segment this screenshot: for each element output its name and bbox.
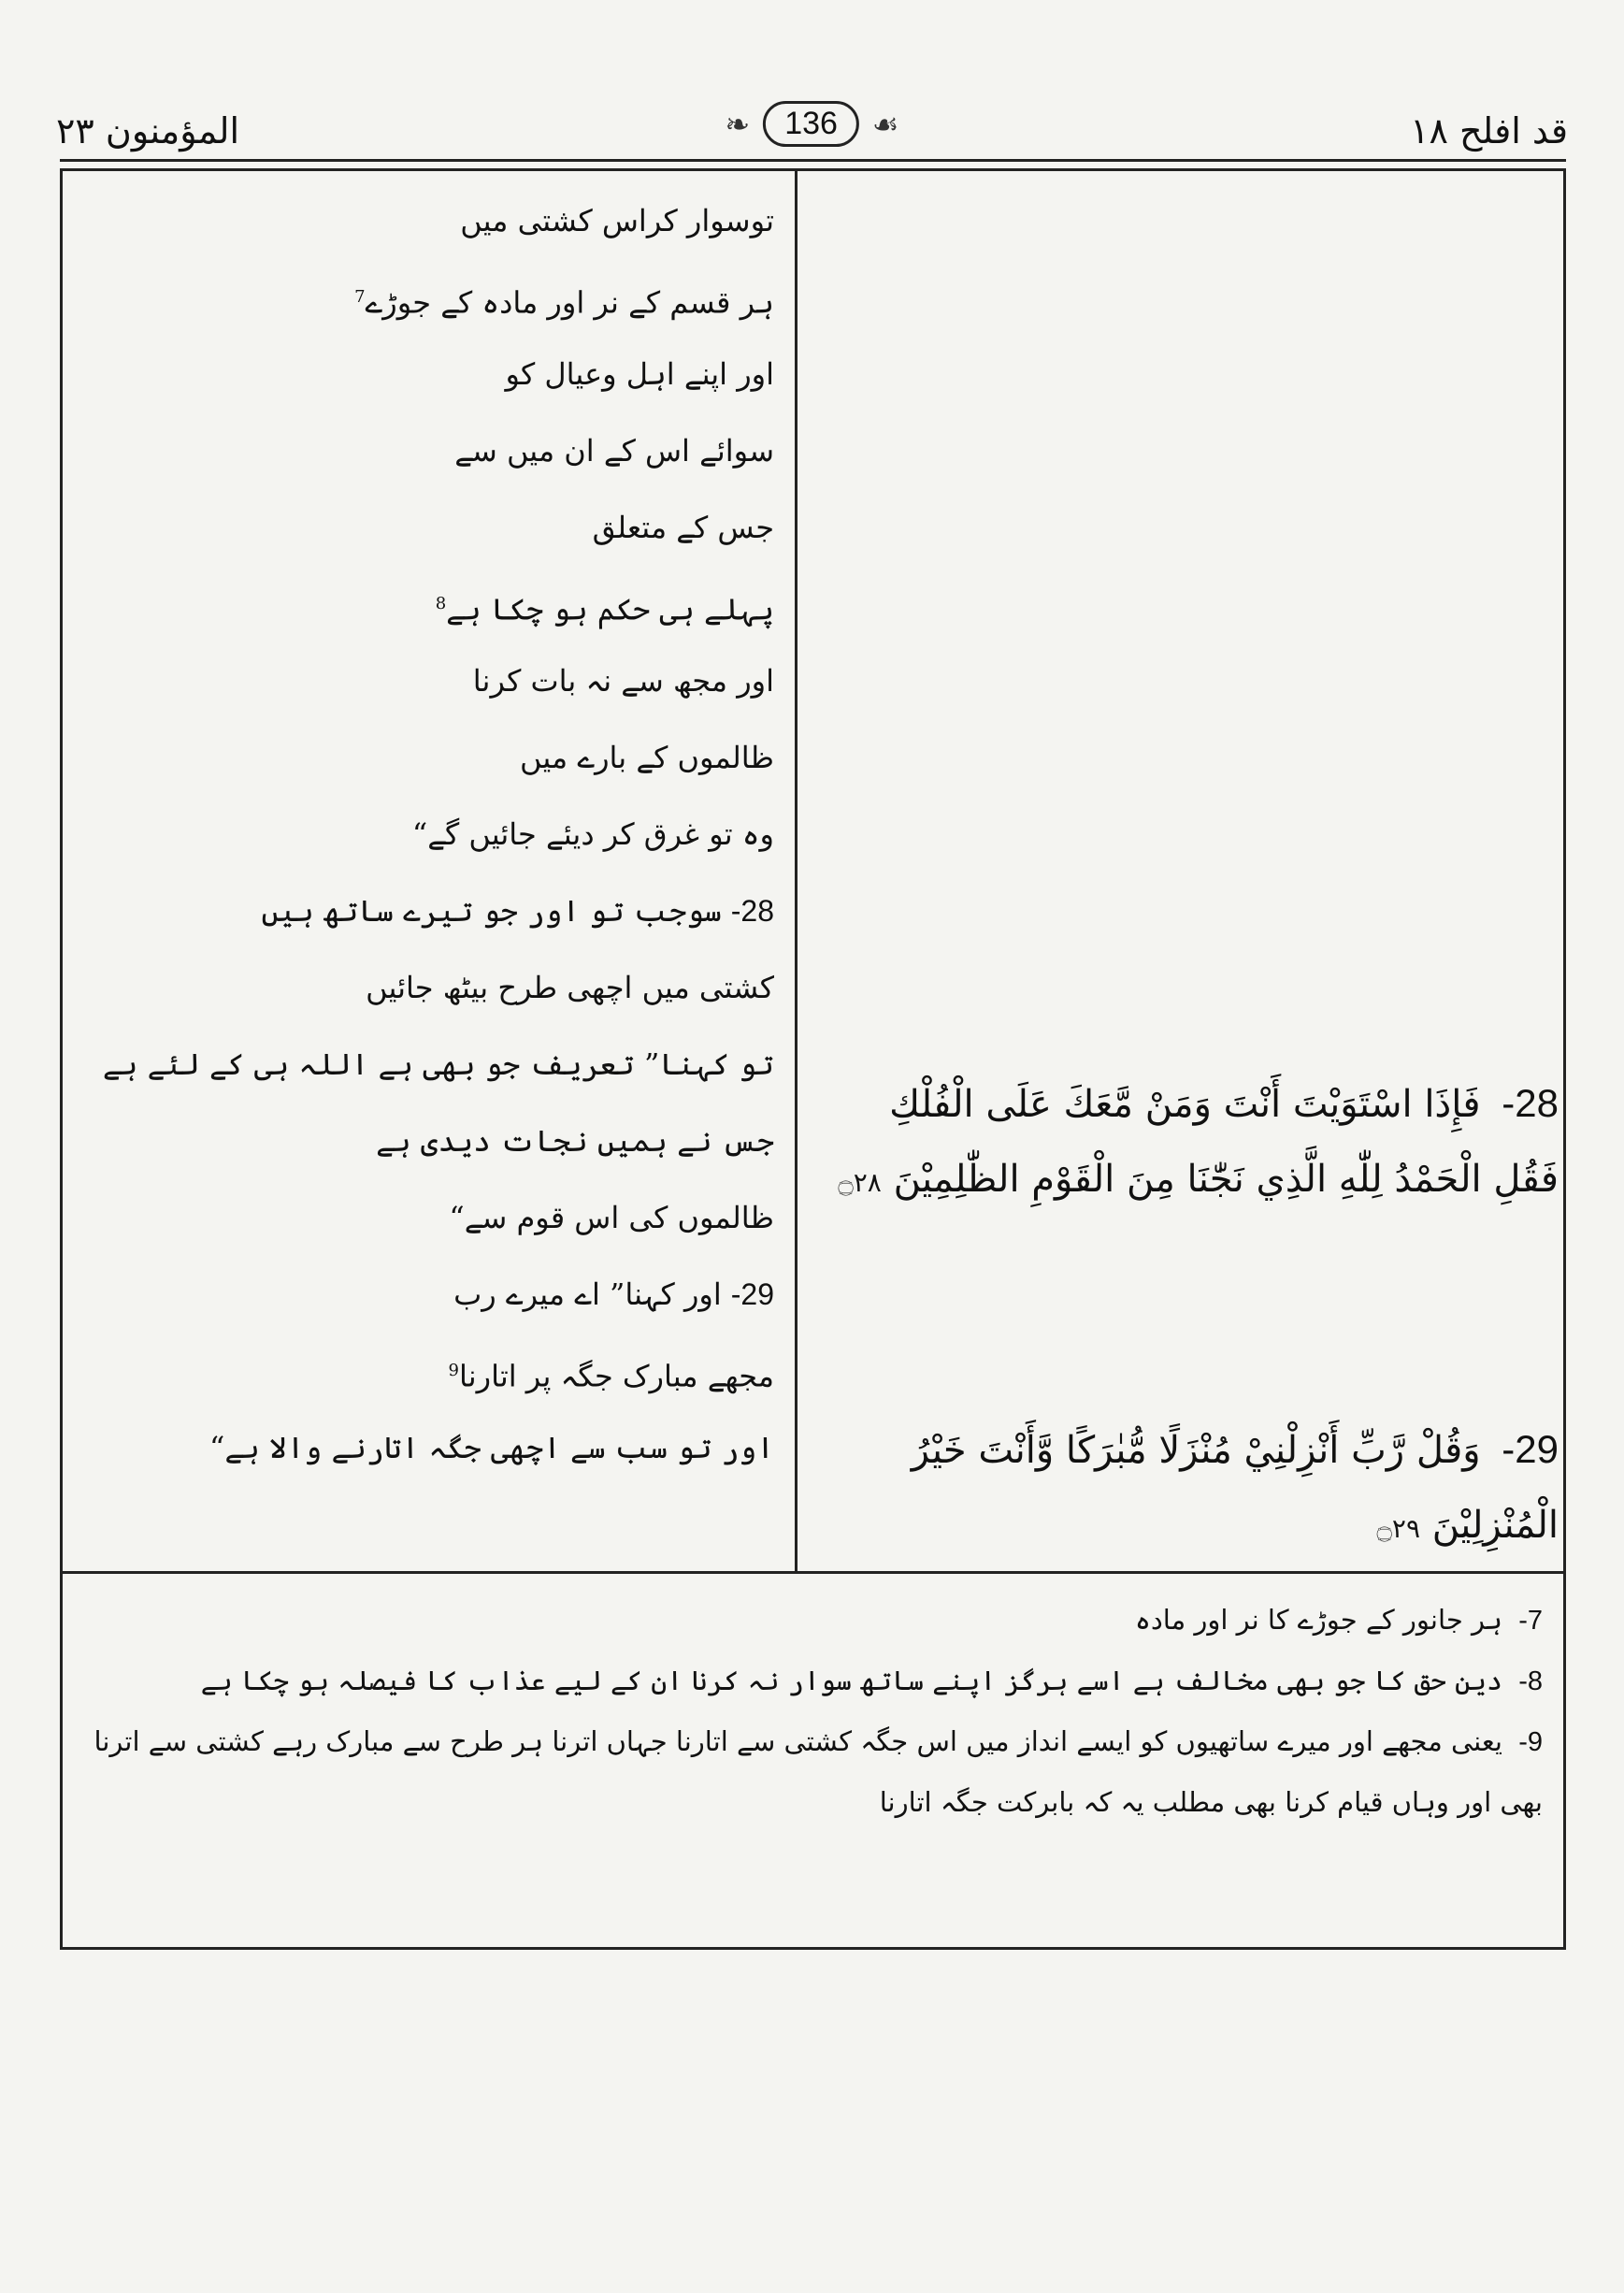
footnote-marker: 9 [448, 1361, 459, 1380]
translation-line [65, 489, 785, 566]
header-juz-name: قد افلح ١٨ [1410, 110, 1568, 151]
translation-line [65, 872, 785, 949]
arabic-verse-28 [829, 1066, 1559, 1220]
translation-text: اور تو سب سے اچھی جگہ اتارنے والا ہے“ [209, 1430, 774, 1465]
footnote-9 [65, 1711, 1552, 1832]
translation-text: تو کہنا” تعریف جو بھی ہے اللہ ہی کے لئے ہے [102, 1046, 774, 1082]
column-separator [795, 168, 798, 1571]
urdu-translation-column [65, 182, 785, 1486]
translation-text: اور مجھ سے نہ بات کرنا [472, 663, 774, 699]
verse-text: فَإِذَا اسْتَوَيْتَ أَنْتَ وَمَنْ مَّعَكَ عَلَى الْفُلْكِ فَقُلِ الْحَمْدُ لِلّٰهِ الَّذِي نَجّٰنَا مِنَ الْقَوْمِ الظّٰلِمِيْنَ [889, 1083, 1559, 1201]
translation-line [65, 259, 785, 336]
verse-number: 28- [730, 894, 774, 928]
translation-line [65, 949, 785, 1026]
page-number-badge [725, 101, 898, 147]
footnote-number: 7- [1518, 1606, 1543, 1636]
translation-line [65, 796, 785, 872]
footnote-text: دین حق کا جو بھی مخالف ہے اسے ہرگز اپنے ساتھ سوار نہ کرنا ان کے لیے عذاب کا فیصلہ ہو چکا ہے [200, 1665, 1502, 1696]
page-number: 136 [763, 101, 859, 147]
translation-text: مجھے مبارک جگہ پر اتارنا [458, 1358, 774, 1394]
footnote-8 [65, 1651, 1552, 1711]
translation-line [65, 1333, 785, 1409]
translation-text: توسوار کراس کشتی میں [460, 203, 774, 238]
header-surah-name: المؤمنون ٢٣ [56, 110, 240, 151]
verse-end-marker: ۝٢٩ [1376, 1513, 1420, 1544]
translation-text: وہ تو غرق کر دیئے جائیں گے“ [411, 816, 774, 852]
translation-line [65, 1256, 785, 1333]
translation-line [65, 642, 785, 719]
translation-line [65, 336, 785, 412]
translation-line [65, 412, 785, 489]
top-rule [60, 159, 1566, 162]
footnote-number: 8- [1518, 1666, 1543, 1696]
translation-line [65, 566, 785, 642]
translation-text: جس کے متعلق [592, 510, 774, 545]
translation-line [65, 1179, 785, 1256]
verse-number: 28- [1502, 1081, 1559, 1125]
footnote-number: 9- [1518, 1727, 1543, 1757]
footnote-text: ہر جانور کے جوڑے کا نر اور مادہ [1134, 1604, 1502, 1636]
verse-text: وَقُلْ رَّبِّ أَنْزِلْنِيْ مُنْزَلًا مُّبٰرَكًا وَّأَنْتَ خَيْرُ الْمُنْزِلِيْنَ [911, 1429, 1559, 1547]
translation-text: اور کہنا” اے میرے رب [453, 1276, 722, 1312]
verse-end-marker: ۝٢٨ [838, 1167, 882, 1198]
translation-text: اور اپنے اہل وعیال کو [505, 356, 774, 392]
footnote-marker: 8 [435, 594, 447, 613]
translation-text: سوائے اس کے ان میں سے [454, 433, 774, 469]
ornament-left-icon: ❧ [725, 106, 751, 142]
verse-number: 29- [730, 1277, 774, 1311]
translation-text: پہلے ہی حکم ہو چکا ہے [446, 591, 774, 627]
translation-line [65, 1026, 785, 1103]
footnote-marker: 7 [354, 287, 366, 307]
translation-line [65, 1409, 785, 1486]
footnote-text: یعنی مجھے اور میرے ساتھیوں کو ایسے انداز میں اس جگہ کشتی سے اتارنا جہاں اترنا ہر طرح سے مبارک رہے کشتی سے اترنا بھی اور وہاں قیام کرنا بھی مطلب یہ کہ بابرکت جگہ اتارنا [93, 1725, 1543, 1818]
translation-text: جس نے ہمیں نجات دیدی ہے [376, 1123, 774, 1159]
footnote-separator [60, 1571, 1566, 1574]
translation-line [65, 1103, 785, 1179]
footnote-7 [65, 1590, 1552, 1651]
footnotes [65, 1590, 1552, 1832]
translation-text: ہر قسم کے نر اور مادہ کے جوڑے [365, 284, 774, 321]
translation-line [65, 719, 785, 796]
translation-text: سوجب تو اور جو تیرے ساتھ ہیں [261, 893, 722, 929]
verse-number: 29- [1502, 1427, 1559, 1471]
translation-text: کشتی میں اچھی طرح بیٹھ جائیں [366, 970, 774, 1005]
ornament-right-icon: ☙ [871, 106, 899, 142]
translation-text: ظالموں کی اس قوم سے“ [449, 1200, 774, 1235]
arabic-verse-29 [829, 1412, 1559, 1566]
translation-text: ظالموں کے بارے میں [519, 740, 774, 775]
translation-line [65, 182, 785, 259]
